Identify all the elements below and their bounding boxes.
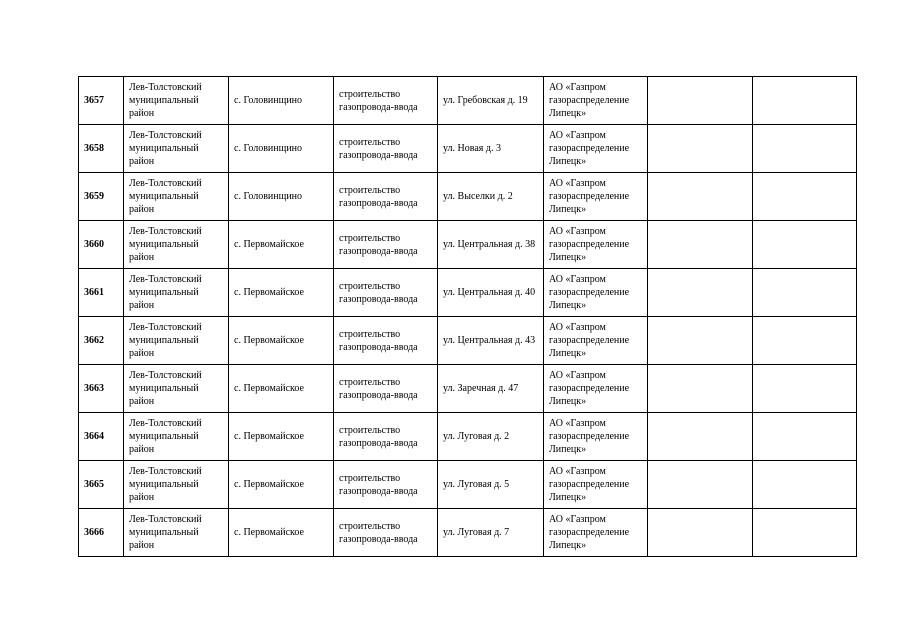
organization-cell: АО «Газпром газораспределение Липецк»	[544, 365, 648, 413]
empty-cell-1	[648, 413, 753, 461]
empty-cell-2	[753, 269, 857, 317]
table-row	[79, 509, 857, 557]
district-cell: Лев-Толстовский муниципальный район	[124, 413, 229, 461]
row-number-cell: 3665	[79, 461, 124, 509]
empty-cell-2	[753, 77, 857, 125]
empty-cell-2	[753, 509, 857, 557]
empty-cell-2	[753, 173, 857, 221]
district-cell: Лев-Толстовский муниципальный район	[124, 317, 229, 365]
empty-cell-1	[648, 221, 753, 269]
empty-cell-2	[753, 413, 857, 461]
organization-cell: АО «Газпром газораспределение Липецк»	[544, 269, 648, 317]
address-cell: ул. Гребовская д. 19	[438, 77, 544, 125]
organization-cell: АО «Газпром газораспределение Липецк»	[544, 413, 648, 461]
empty-cell-1	[648, 317, 753, 365]
work-type-cell: строительство газопровода-ввода	[334, 317, 438, 365]
work-type-cell: строительство газопровода-ввода	[334, 413, 438, 461]
empty-cell-2	[753, 461, 857, 509]
district-cell: Лев-Толстовский муниципальный район	[124, 365, 229, 413]
organization-cell: АО «Газпром газораспределение Липецк»	[544, 317, 648, 365]
district-cell: Лев-Толстовский муниципальный район	[124, 221, 229, 269]
table-row	[79, 221, 857, 269]
address-cell: ул. Заречная д. 47	[438, 365, 544, 413]
registry-body	[79, 77, 857, 557]
organization-cell: АО «Газпром газораспределение Липецк»	[544, 461, 648, 509]
village-cell: с. Первомайское	[229, 317, 334, 365]
table-row	[79, 77, 857, 125]
village-cell: с. Первомайское	[229, 461, 334, 509]
work-type-cell: строительство газопровода-ввода	[334, 269, 438, 317]
village-cell: с. Головинщино	[229, 125, 334, 173]
row-number-cell: 3659	[79, 173, 124, 221]
district-cell: Лев-Толстовский муниципальный район	[124, 461, 229, 509]
row-number-cell: 3660	[79, 221, 124, 269]
table-row	[79, 317, 857, 365]
empty-cell-1	[648, 77, 753, 125]
village-cell: с. Головинщино	[229, 173, 334, 221]
table-row	[79, 269, 857, 317]
address-cell: ул. Центральная д. 38	[438, 221, 544, 269]
table-row	[79, 125, 857, 173]
empty-cell-2	[753, 317, 857, 365]
village-cell: с. Первомайское	[229, 269, 334, 317]
empty-cell-1	[648, 173, 753, 221]
empty-cell-1	[648, 269, 753, 317]
organization-cell: АО «Газпром газораспределение Липецк»	[544, 509, 648, 557]
row-number-cell: 3661	[79, 269, 124, 317]
row-number-cell: 3664	[79, 413, 124, 461]
organization-cell: АО «Газпром газораспределение Липецк»	[544, 77, 648, 125]
row-number-cell: 3662	[79, 317, 124, 365]
table-row	[79, 461, 857, 509]
address-cell: ул. Центральная д. 43	[438, 317, 544, 365]
work-type-cell: строительство газопровода-ввода	[334, 461, 438, 509]
village-cell: с. Первомайское	[229, 413, 334, 461]
village-cell: с. Первомайское	[229, 509, 334, 557]
work-type-cell: строительство газопровода-ввода	[334, 125, 438, 173]
work-type-cell: строительство газопровода-ввода	[334, 221, 438, 269]
empty-cell-1	[648, 125, 753, 173]
work-type-cell: строительство газопровода-ввода	[334, 509, 438, 557]
village-cell: с. Головинщино	[229, 77, 334, 125]
district-cell: Лев-Толстовский муниципальный район	[124, 269, 229, 317]
table-row	[79, 413, 857, 461]
organization-cell: АО «Газпром газораспределение Липецк»	[544, 173, 648, 221]
empty-cell-1	[648, 365, 753, 413]
work-type-cell: строительство газопровода-ввода	[334, 173, 438, 221]
empty-cell-1	[648, 509, 753, 557]
table-row	[79, 365, 857, 413]
row-number-cell: 3658	[79, 125, 124, 173]
empty-cell-2	[753, 365, 857, 413]
village-cell: с. Первомайское	[229, 365, 334, 413]
empty-cell-1	[648, 461, 753, 509]
row-number-cell: 3657	[79, 77, 124, 125]
work-type-cell: строительство газопровода-ввода	[334, 77, 438, 125]
empty-cell-2	[753, 125, 857, 173]
district-cell: Лев-Толстовский муниципальный район	[124, 173, 229, 221]
organization-cell: АО «Газпром газораспределение Липецк»	[544, 125, 648, 173]
address-cell: ул. Луговая д. 5	[438, 461, 544, 509]
work-type-cell: строительство газопровода-ввода	[334, 365, 438, 413]
row-number-cell: 3666	[79, 509, 124, 557]
row-number-cell: 3663	[79, 365, 124, 413]
address-cell: ул. Луговая д. 7	[438, 509, 544, 557]
district-cell: Лев-Толстовский муниципальный район	[124, 77, 229, 125]
empty-cell-2	[753, 221, 857, 269]
village-cell: с. Первомайское	[229, 221, 334, 269]
district-cell: Лев-Толстовский муниципальный район	[124, 125, 229, 173]
address-cell: ул. Центральная д. 40	[438, 269, 544, 317]
address-cell: ул. Луговая д. 2	[438, 413, 544, 461]
table-row	[79, 173, 857, 221]
gas-connection-registry-table	[78, 76, 857, 557]
address-cell: ул. Новая д. 3	[438, 125, 544, 173]
address-cell: ул. Выселки д. 2	[438, 173, 544, 221]
district-cell: Лев-Толстовский муниципальный район	[124, 509, 229, 557]
organization-cell: АО «Газпром газораспределение Липецк»	[544, 221, 648, 269]
